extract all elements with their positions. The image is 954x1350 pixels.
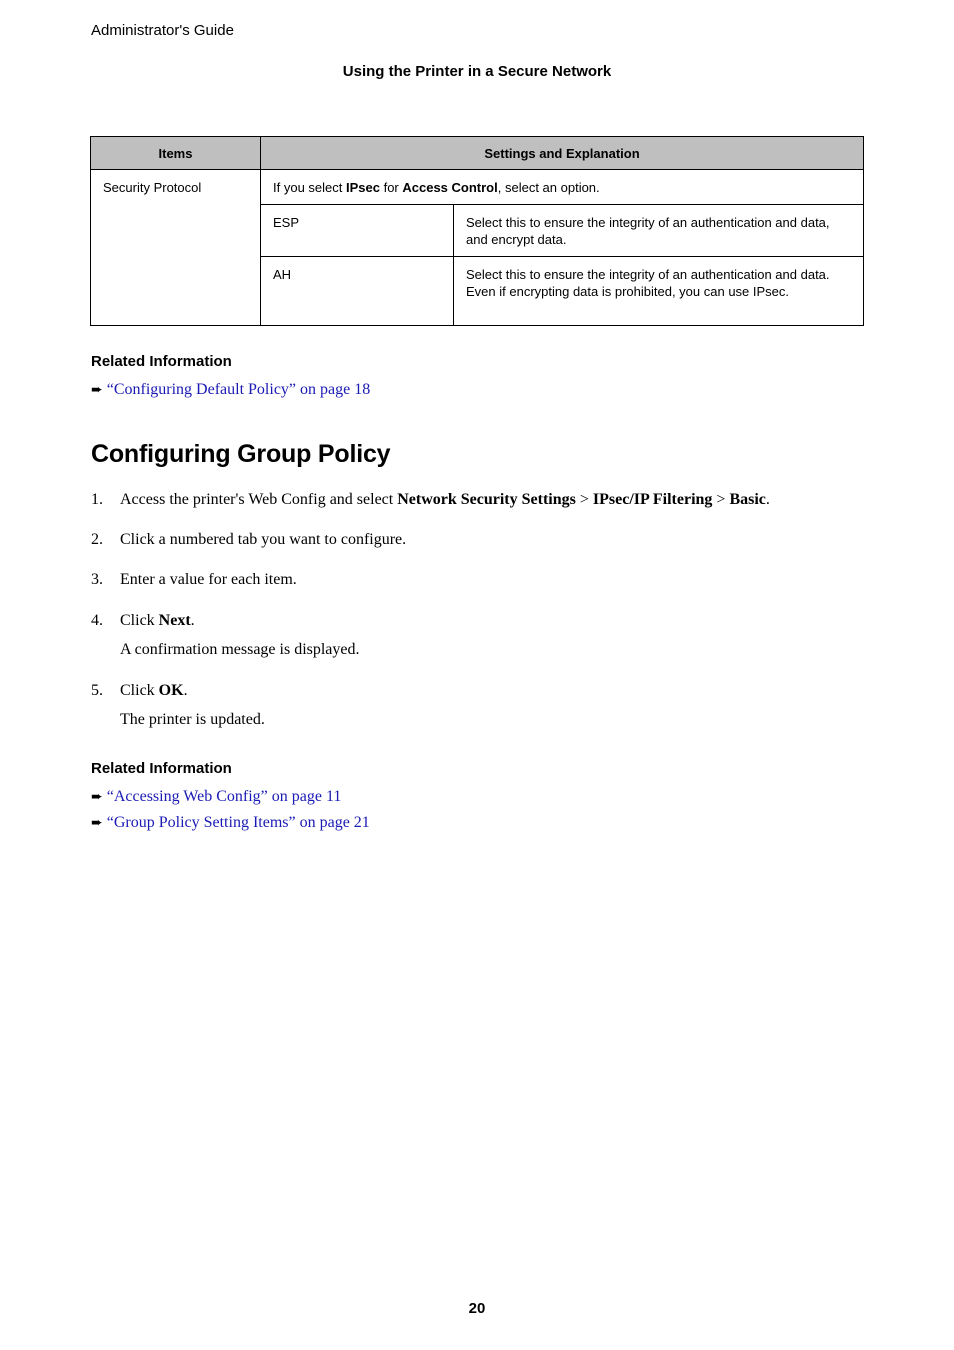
step-note: A confirmation message is displayed. (120, 641, 360, 658)
step-text: Access the printer's Web Config and select (120, 491, 398, 508)
right-arrow-icon: ➨ (91, 789, 103, 805)
cell-option-desc: Select this to ensure the integrity of an authentication and data. Even if encrypting data is prohibited, you can use IPsec. (454, 256, 864, 325)
step-ui-label: Basic (729, 491, 766, 508)
intro-bold-access-control: Access Control (402, 180, 498, 195)
step-punctuation: . (190, 612, 195, 629)
step-item (91, 682, 188, 700)
cell-option-name: ESP (261, 204, 454, 256)
step-number: 4. (91, 612, 103, 629)
step-item (91, 531, 406, 549)
step-item (91, 571, 297, 589)
step-separator: > (712, 491, 730, 508)
step-item (91, 612, 195, 630)
table-header-row (91, 137, 864, 170)
running-section-title: Using the Printer in a Secure Network (342, 63, 612, 80)
step-punctuation: . (765, 491, 770, 508)
right-arrow-icon: ➨ (91, 382, 103, 398)
step-number: 5. (91, 682, 103, 699)
cell-item-name: Security Protocol (91, 170, 261, 326)
step-text: Click (120, 682, 159, 699)
column-header-items: Items (91, 137, 261, 170)
related-link[interactable] (91, 788, 341, 806)
step-ui-label: OK (158, 682, 184, 699)
step-ui-label: IPsec/IP Filtering (592, 491, 713, 508)
step-text: Enter a value for each item. (120, 571, 297, 588)
settings-table (90, 136, 864, 326)
step-separator: > (575, 491, 593, 508)
section-heading: Configuring Group Policy (91, 440, 391, 468)
step-number: 1. (91, 491, 103, 508)
page-number: 20 (468, 1300, 486, 1317)
cell-option-name: AH (261, 256, 454, 325)
related-link-text[interactable]: “Accessing Web Config” on page 11 (106, 788, 342, 805)
right-arrow-icon: ➨ (91, 815, 103, 831)
step-note: The printer is updated. (120, 711, 265, 728)
cell-option-desc: Select this to ensure the integrity of an authentication and data, and encrypt data. (454, 204, 864, 256)
related-link-text[interactable]: “Group Policy Setting Items” on page 21 (106, 814, 370, 831)
related-link[interactable] (91, 814, 370, 832)
table-row (91, 170, 864, 205)
step-ui-label: Next (158, 612, 191, 629)
step-number: 3. (91, 571, 103, 588)
intro-suffix: , select an option. (497, 180, 600, 195)
step-number: 2. (91, 531, 103, 548)
related-information-heading: Related Information (91, 353, 232, 370)
step-item (91, 491, 770, 509)
column-header-settings: Settings and Explanation (261, 137, 864, 170)
guide-title: Administrator's Guide (91, 22, 234, 39)
step-text: Click (120, 612, 159, 629)
intro-bold-ipsec: IPsec (345, 180, 380, 195)
related-link[interactable] (91, 381, 370, 399)
step-text: Click a numbered tab you want to configure. (120, 531, 407, 548)
step-punctuation: . (183, 682, 188, 699)
intro-middle: for (379, 180, 403, 195)
related-information-heading: Related Information (91, 760, 232, 777)
step-ui-label: Network Security Settings (397, 491, 576, 508)
cell-intro (261, 170, 864, 205)
intro-prefix: If you select (273, 180, 346, 195)
related-link-text[interactable]: “Configuring Default Policy” on page 18 (106, 381, 371, 398)
